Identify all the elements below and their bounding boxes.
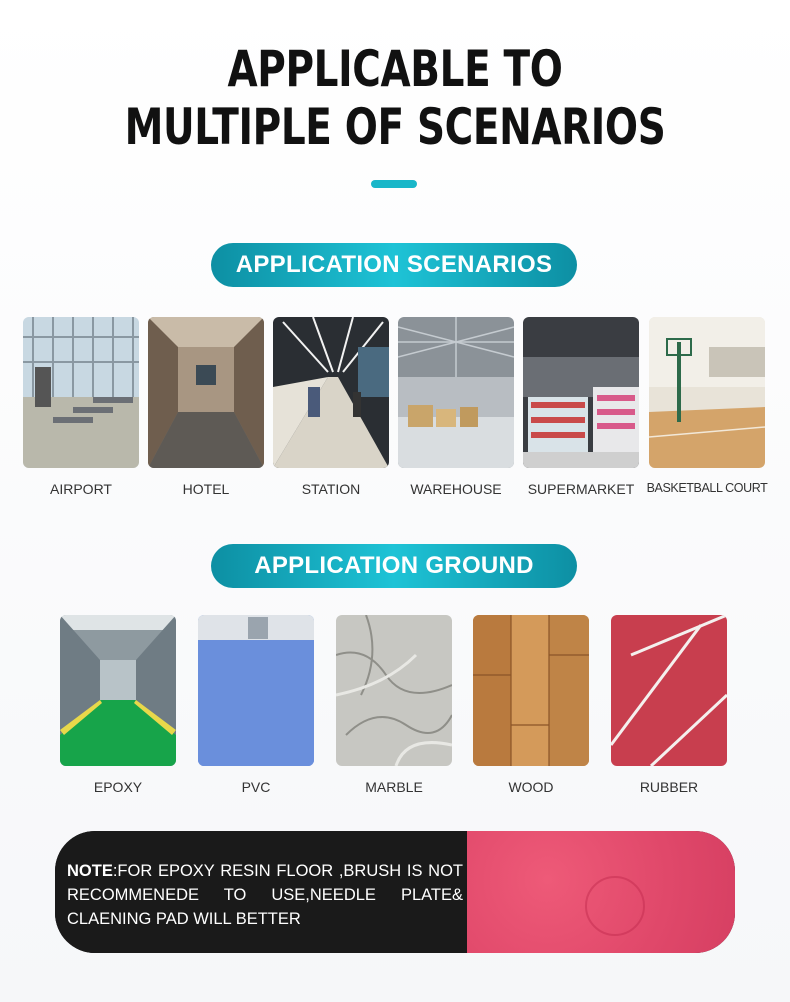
marble-label: MARBLE xyxy=(365,779,423,795)
basketball-court-image xyxy=(649,317,765,468)
pvc-label: PVC xyxy=(241,779,271,795)
application-ground-heading: APPLICATION GROUND xyxy=(211,544,577,588)
airport-image xyxy=(23,317,139,468)
basketball-court-label: BASKETBALL COURT xyxy=(646,481,768,495)
epoxy-image xyxy=(60,615,176,766)
page-title xyxy=(87,40,703,156)
station-label: STATION xyxy=(301,481,361,497)
note-body: :FOR EPOXY RESIN FLOOR ,BRUSH IS NOT RECOMMENEDE TO USE,NEEDLE PLATE& CLAENING PAD WILL BETTER xyxy=(67,862,463,928)
rubber-image xyxy=(611,615,727,766)
warehouse-label: WAREHOUSE xyxy=(410,481,502,497)
airport-label: AIRPORT xyxy=(50,481,112,497)
title-line-2: MULTIPLE OF SCENARIOS xyxy=(124,98,666,156)
note-text xyxy=(67,859,463,931)
hotel-image xyxy=(148,317,264,468)
title-line-1: APPLICABLE TO xyxy=(227,40,563,98)
application-scenarios-heading: APPLICATION SCENARIOS xyxy=(211,243,577,287)
wood-image xyxy=(473,615,589,766)
supermarket-image xyxy=(523,317,639,468)
note-text-panel xyxy=(55,831,467,953)
station-image xyxy=(273,317,389,468)
epoxy-label: EPOXY xyxy=(93,779,143,795)
note-box xyxy=(55,831,735,953)
warehouse-image xyxy=(398,317,514,468)
rubber-label: RUBBER xyxy=(639,779,699,795)
pvc-image xyxy=(198,615,314,766)
pad-center-hole xyxy=(585,876,645,936)
supermarket-label: SUPERMARKET xyxy=(527,481,635,497)
cleaning-pad-image xyxy=(467,831,735,953)
note-prefix: NOTE xyxy=(67,862,113,880)
wood-label: WOOD xyxy=(508,779,554,795)
marble-image xyxy=(336,615,452,766)
hotel-label: HOTEL xyxy=(182,481,230,497)
title-accent-bar xyxy=(371,180,417,188)
